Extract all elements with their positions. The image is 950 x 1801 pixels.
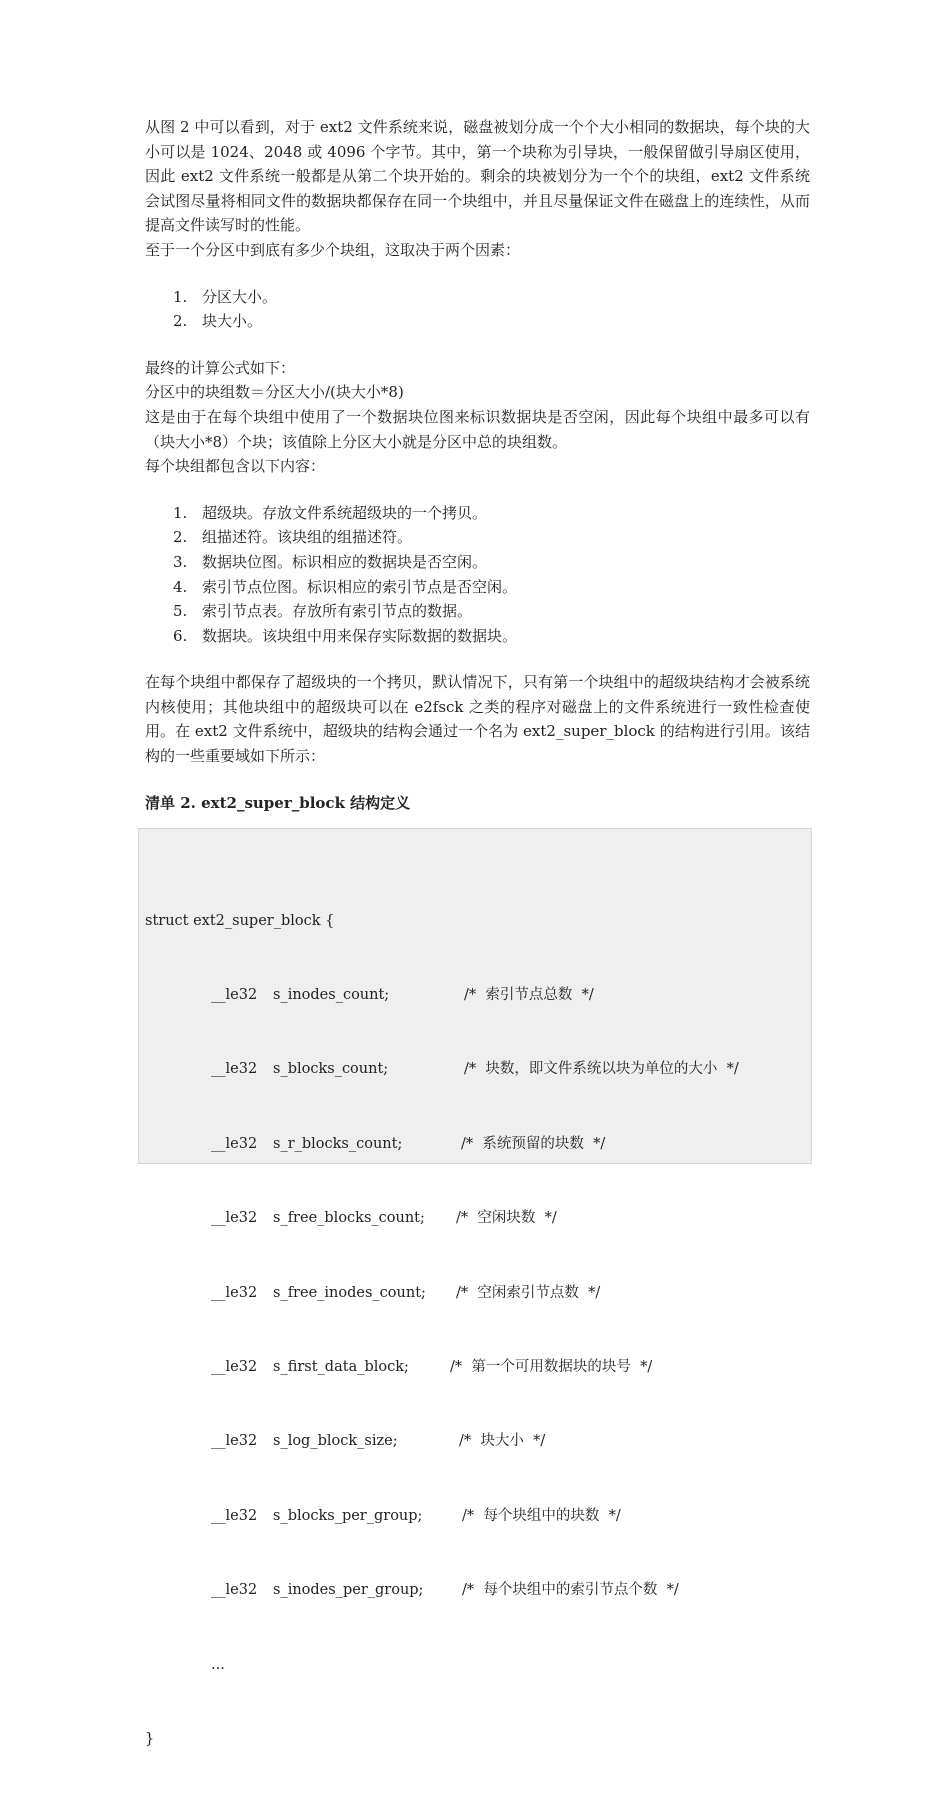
list-item: 5. 索引节点表。存放所有索引节点的数据。 — [173, 602, 473, 621]
paragraph-formula: 分区中的块组数＝分区大小/(块大小*8) — [145, 383, 404, 402]
code-line-ellipsis: ... — [211, 1656, 225, 1673]
list-item: 2. 组描述符。该块组的组描述符。 — [173, 528, 413, 547]
code-line: __le32 s_first_data_block; /* 第一个可用数据块的块号 */ — [211, 1358, 653, 1375]
code-line: __le32 s_inodes_per_group; /* 每个块组中的索引节点个数 */ — [211, 1582, 679, 1599]
paragraph-block-group-question: 至于一个分区中到底有多少个块组，这取决于两个因素： — [145, 240, 521, 259]
list-item: 3. 数据块位图。标识相应的数据块是否空闲。 — [173, 552, 488, 571]
paragraph-formula-explanation: 这是由于在每个块组中使用了一个数据块位图来标识数据块是否空闲，因此每个块组中最多可以有（块大小*8）个块；该值除上分区大小就是分区中总的块组数。 — [145, 407, 810, 451]
paragraph-contents-intro: 每个块组都包含以下内容： — [145, 457, 326, 476]
document-body — [145, 115, 810, 815]
code-block — [145, 859, 739, 1801]
code-line: __le32 s_inodes_count; /* 索引节点总数 */ — [211, 986, 594, 1003]
paragraph-superblock: 在每个块组中都保存了超级块的一个拷贝，默认情况下，只有第一个块组中的超级块结构才会被系统内核使用；其他块组中的超级块可以在 e2fsck 之类的程序对磁盘上的文件系统进行一致性检查使用。在 ext2 文件系统中，超级块的结构会通过一个名为 ext2_super_block 的结构进行引用。该结构的一些重要域如下所示： — [145, 673, 810, 766]
code-line: __le32 s_free_inodes_count; /* 空闲索引节点数 */ — [211, 1284, 601, 1301]
list-item: 6. 数据块。该块组中用来保存实际数据的数据块。 — [173, 626, 518, 645]
listing-title: 清单 2. ext2_super_block 结构定义 — [145, 793, 411, 812]
code-line: __le32 s_r_blocks_count; /* 系统预留的块数 */ — [211, 1135, 606, 1152]
paragraph-formula-intro: 最终的计算公式如下： — [145, 358, 296, 377]
paragraph-intro: 从图 2 中可以看到，对于 ext2 文件系统来说，磁盘被划分成一个个大小相同的数据块，每个块的大小可以是 1024、2048 或 4096 个字节。其中，第一个块称为引导块，一般保留做引导扇区使用，因此 ext2 文件系统一般都是从第二个块开始的。剩余的块被划分为一个个的块组，ext2 文件系统会试图尽量将相同文件的数据块都保存在同一个块组中，并且尽量保证文件在磁盘上的连续性，从而提高文件读写时的性能。 — [145, 118, 810, 235]
list-item: 4. 索引节点位图。标识相应的索引节点是否空闲。 — [173, 577, 518, 596]
code-line: __le32 s_blocks_count; /* 块数，即文件系统以块为单位的大小 */ — [211, 1061, 739, 1078]
code-line-open: struct ext2_super_block { — [145, 912, 335, 929]
code-listing — [138, 828, 812, 1747]
factor-list — [145, 285, 810, 334]
list-item: 1. 超级块。存放文件系统超级块的一个拷贝。 — [173, 503, 488, 522]
list-item: 2. 块大小。 — [173, 312, 263, 331]
code-line: __le32 s_blocks_per_group; /* 每个块组中的块数 */ — [211, 1507, 621, 1524]
block-group-contents-list — [145, 501, 810, 649]
code-line: __le32 s_log_block_size; /* 块大小 */ — [211, 1433, 546, 1450]
list-item: 1. 分区大小。 — [173, 287, 278, 306]
code-line-close: } — [145, 1730, 155, 1747]
code-line: __le32 s_free_blocks_count; /* 空闲块数 */ — [211, 1210, 557, 1227]
